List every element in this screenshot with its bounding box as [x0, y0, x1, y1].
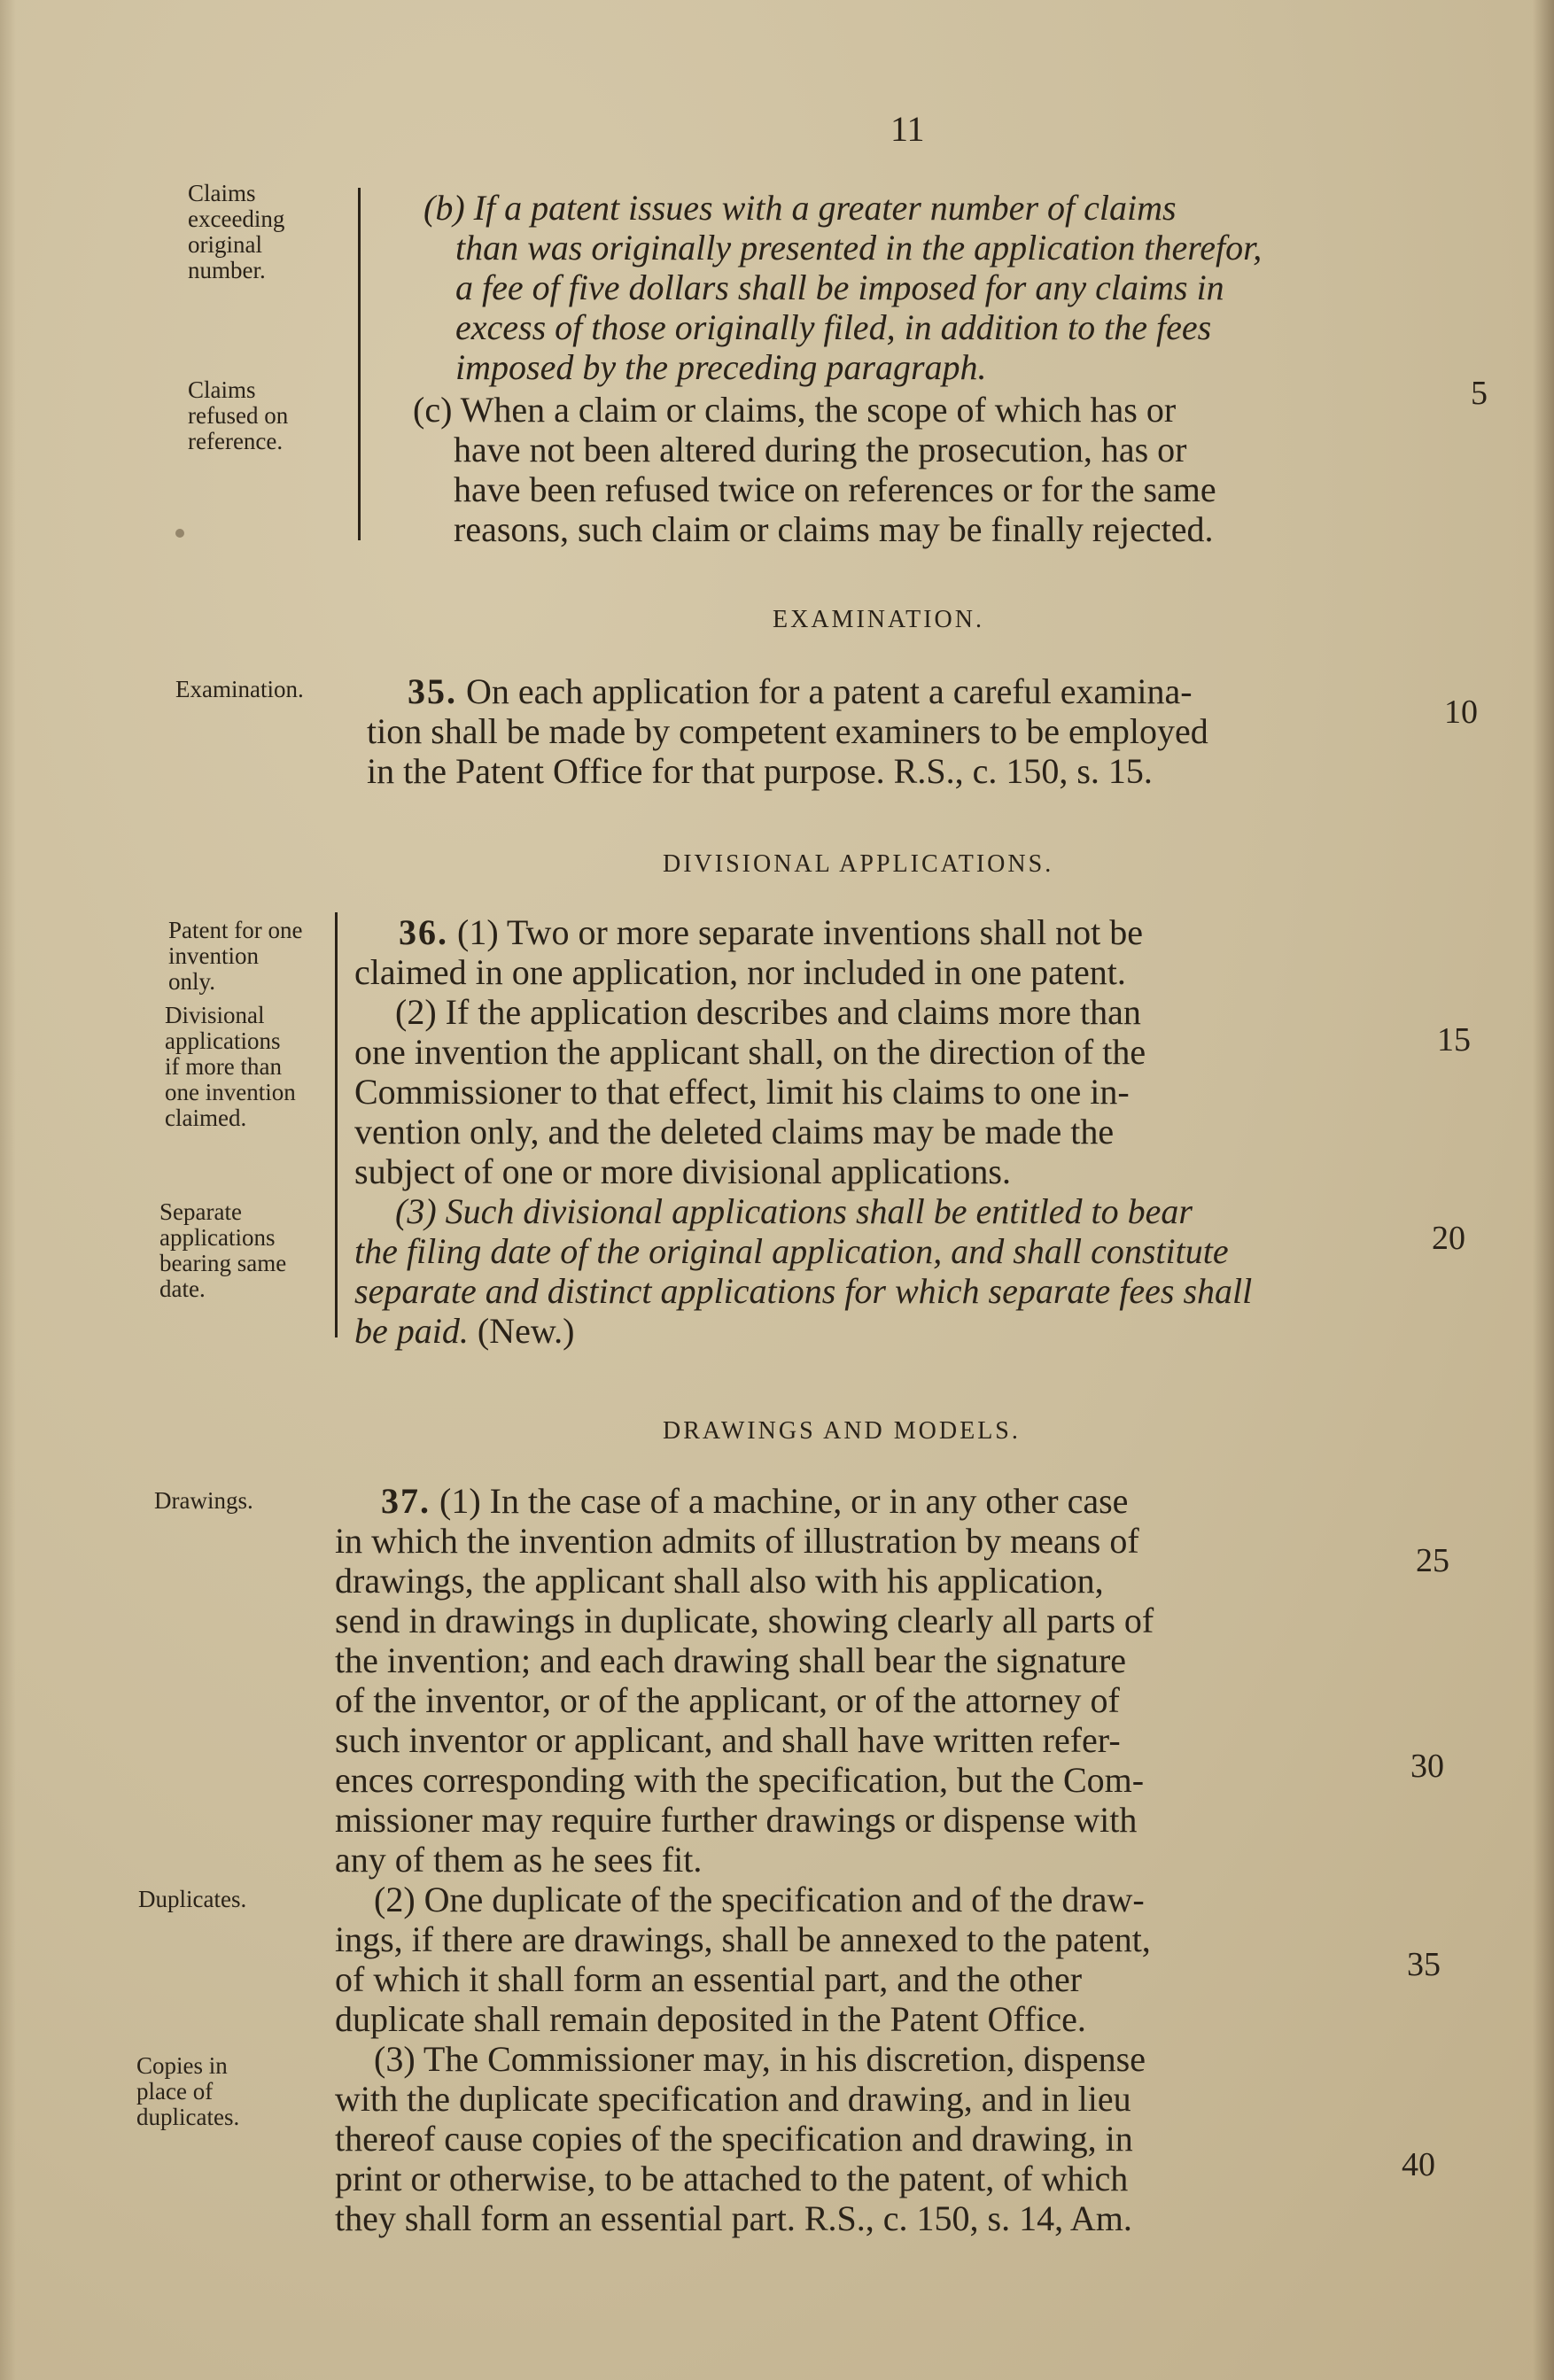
- margin-note-drawings: Drawings.: [154, 1487, 253, 1514]
- heading-drawings: DRAWINGS AND MODELS.: [663, 1417, 1021, 1445]
- margin-note-copies: Copies in place of duplicates.: [136, 2052, 240, 2130]
- margin-note-patent-for-one: Patent for one invention only.: [168, 917, 303, 995]
- page-edge-left: [0, 0, 16, 2380]
- line-number: 35: [1407, 1946, 1441, 1983]
- margin-note-claims-exceeding: Claims exceeding original number.: [188, 180, 285, 283]
- line-number: 10: [1444, 694, 1478, 731]
- line-number: 5: [1471, 375, 1488, 412]
- section-number: 35.: [408, 671, 457, 711]
- page-edge-right: [1533, 0, 1554, 2380]
- page-number: 11: [890, 109, 925, 149]
- paragraph-b: (b) If a patent issues with a greater number of claims than was originally presented in the application therefor, a fee of five dollars shall be imposed for any claims in excess of those originally filed, in addition to the fees imposed by the preceding paragraph.: [423, 188, 1263, 387]
- line-number: 30: [1410, 1748, 1444, 1785]
- paragraph-c: (c) When a claim or claims, the scope of which has or have not been altered during the prosecution, has or have been refused twice on references or for the same reasons, such claim or claims may be finally rejected.: [413, 390, 1216, 549]
- line-number: 40: [1402, 2146, 1435, 2183]
- margin-note-duplicates: Duplicates.: [138, 1886, 247, 1912]
- margin-note-claims-refused: Claims refused on reference.: [188, 376, 289, 454]
- margin-note-separate: Separate applications bearing same date.: [159, 1198, 287, 1302]
- section-36: 36. (1) Two or more separate inventions shall not be claimed in one application, nor included in one patent. (2) If the application describes and claims more than one invention the applicant shall, on the direction of the Commissioner to that effect, limit his claims to one in- vention only, and the deleted claims may be made the subject of one or more divisional applications. (3) Such divisional applications shall be entitled to bear the filing date of the original application, and shall constitute separate and distinct applications for which separate fees shall be paid. (New.): [354, 912, 1253, 1351]
- line-number: 25: [1416, 1542, 1449, 1579]
- section-number: 37.: [381, 1481, 431, 1521]
- section-35: 35. On each application for a patent a careful examina- tion shall be made by competent examiners to be employed in the Patent Office for that purpose. R.S., c. 150, s. 15.: [367, 671, 1208, 791]
- margin-rule: [358, 188, 361, 540]
- ink-speck: [175, 529, 184, 538]
- section-37: 37. (1) In the case of a machine, or in any other case in which the invention admits of illustration by means of drawings, the applicant shall also with his application, send in drawings in duplicate, showing clearly all parts of the invention; and each drawing shall bear the signature of the inventor, or of the applicant, or of the attorney of such inventor or applicant, and shall have written refer- ences corresponding with the specification, but the Com- missioner may require further drawings or dispense with any of them as he sees fit. (2) One duplicate of the specification and of the draw- ings, if there are drawings, shall be annexed to the patent, of which it shall form an essential part, and the other duplicate shall remain deposited in the Patent Office. (3) The Commissioner may, in his discretion, dispense with the duplicate specification and drawing, and in lieu thereof cause copies of the specification and drawing, in print or otherwise, to be attached to the patent, of which they shall form an essential part. R.S., c. 150, s. 14, Am.: [335, 1481, 1154, 2238]
- line-number: 15: [1437, 1021, 1471, 1058]
- margin-note-examination: Examination.: [175, 676, 304, 702]
- line-number: 20: [1432, 1220, 1465, 1257]
- margin-rule: [335, 912, 338, 1337]
- margin-note-divisional: Divisional applications if more than one invention claimed.: [165, 1002, 296, 1131]
- heading-examination: EXAMINATION.: [773, 606, 984, 633]
- section-number: 36.: [399, 912, 448, 952]
- heading-divisional: DIVISIONAL APPLICATIONS.: [663, 850, 1054, 878]
